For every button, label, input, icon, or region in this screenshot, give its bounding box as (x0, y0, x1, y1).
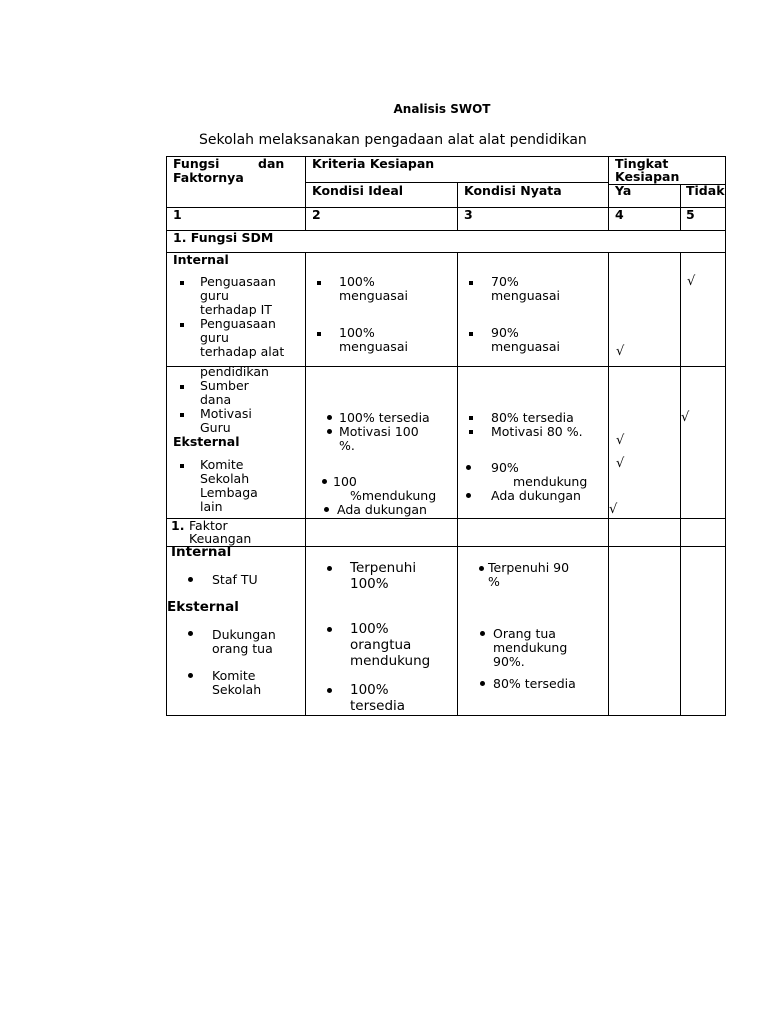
keuangan-ideal-1-line-2: 100% (350, 576, 389, 592)
sdm-nyata-4: Motivasi 80 %. (491, 424, 583, 439)
col-number-5: 5 (686, 207, 695, 222)
sdm-item-5-line-4: lain (200, 499, 223, 514)
check-mark: √ (616, 456, 625, 471)
bullet-dot (322, 479, 327, 484)
bullet-dot (188, 673, 193, 678)
keuangan-internal-label: Internal (171, 544, 232, 560)
check-mark: √ (616, 433, 625, 448)
table-border-left (166, 156, 167, 716)
sdm-item-4-line-2: Guru (200, 420, 231, 435)
sdm-ideal-5-line-2: %mendukung (350, 488, 437, 503)
table-divider-row3 (166, 518, 726, 519)
table-col-line-b1 (457, 182, 458, 231)
bullet-dot (188, 577, 193, 582)
col-number-1: 1 (173, 207, 182, 222)
sdm-item-1-line-3: terhadap IT (200, 302, 272, 317)
header-kondisi-ideal: Kondisi Ideal (312, 183, 404, 198)
keuangan-nyata-2-line-1: Orang tua (493, 626, 556, 641)
bullet-dot (188, 631, 193, 636)
sdm-ideal-4-line-2: %. (339, 438, 355, 453)
table-divider-keuangan (166, 546, 726, 547)
bullet-square (317, 281, 321, 285)
sdm-ideal-5-line-1: 100 (333, 474, 357, 489)
keuangan-heading-line-2: Keuangan (189, 531, 252, 546)
sdm-internal-label: Internal (173, 252, 229, 267)
sdm-ideal-3: 100% tersedia (339, 410, 430, 425)
keuangan-ideal-2-line-2: orangtua (350, 637, 412, 653)
bullet-square (469, 281, 473, 285)
table-divider-header (166, 207, 726, 208)
table-col-line-a2 (305, 252, 306, 716)
sdm-ideal-4-line-1: Motivasi 100 (339, 424, 419, 439)
table-border-right (725, 156, 726, 716)
header-fungsi: Fungsi (173, 156, 220, 171)
sdm-item-3-line-2: dana (200, 392, 232, 407)
table-col-line-c1 (608, 156, 609, 231)
keuangan-number: 1. (171, 518, 185, 533)
sdm-item-2-line-1: Penguasaan (200, 316, 276, 331)
keuangan-nyata-2-line-3: 90%. (493, 654, 525, 669)
sdm-item-5-line-3: Lembaga (200, 485, 258, 500)
bullet-dot (480, 631, 485, 636)
page-subtitle: Sekolah melaksanakan pengadaan alat alat pendidikan (199, 132, 587, 148)
header-dan: dan (258, 156, 285, 171)
sdm-nyata-3: 80% tersedia (491, 410, 574, 425)
keuangan-heading-line-1: Faktor (189, 518, 228, 533)
bullet-dot (327, 415, 332, 420)
col-number-3: 3 (464, 207, 473, 222)
page-title: Analisis SWOT (393, 102, 491, 116)
keuangan-ideal-1-line-1: Terpenuhi (350, 560, 417, 576)
bullet-dot (327, 627, 332, 632)
bullet-square (180, 413, 184, 417)
sdm-eksternal-label: Eksternal (173, 434, 240, 449)
keuangan-item-1: Staf TU (212, 572, 258, 587)
header-kondisi-nyata: Kondisi Nyata (464, 183, 562, 198)
sdm-ideal-1-line-2: menguasai (339, 288, 408, 303)
bullet-dot (327, 688, 332, 693)
bullet-dot (466, 465, 471, 470)
table-col-line-b2 (457, 252, 458, 716)
bullet-dot (466, 493, 471, 498)
bullet-square (469, 332, 473, 336)
sdm-item-2-line-4: pendidikan (200, 364, 269, 379)
sdm-item-5-line-2: Sekolah (200, 471, 250, 486)
bullet-square (317, 332, 321, 336)
table-col-line-d1 (680, 184, 681, 231)
sdm-nyata-6: Ada dukungan (491, 488, 581, 503)
table-col-line-d2 (680, 252, 681, 716)
bullet-dot (479, 566, 484, 571)
bullet-square (180, 323, 184, 327)
sdm-nyata-1-line-2: menguasai (491, 288, 560, 303)
sdm-ideal-2-line-1: 100% (339, 325, 375, 340)
keuangan-item-3-line-1: Komite (212, 668, 256, 683)
header-faktornya: Faktornya (173, 170, 244, 185)
header-tidak: Tidak (686, 183, 725, 198)
table-divider-sdm (166, 252, 726, 253)
table-border-bottom (166, 715, 726, 716)
keuangan-item-3-line-2: Sekolah (212, 682, 262, 697)
sdm-nyata-5-line-2: mendukung (513, 474, 588, 489)
keuangan-eksternal-label: Eksternal (167, 599, 239, 615)
col-number-2: 2 (312, 207, 321, 222)
check-mark: √ (616, 344, 625, 359)
table-col-line-c2 (608, 252, 609, 716)
sdm-nyata-1-line-1: 70% (491, 274, 519, 289)
table-col-line-a1 (305, 156, 306, 231)
keuangan-item-2-line-1: Dukungan (212, 627, 276, 642)
sdm-heading: 1. Fungsi SDM (173, 230, 274, 245)
bullet-square (469, 416, 473, 420)
check-mark: √ (609, 502, 618, 517)
bullet-dot (327, 566, 332, 571)
sdm-item-5-line-1: Komite (200, 457, 244, 472)
sdm-item-3-line-1: Sumber (200, 378, 249, 393)
bullet-dot (324, 507, 329, 512)
sdm-item-1-line-1: Penguasaan (200, 274, 276, 289)
keuangan-ideal-3-line-1: 100% (350, 682, 389, 698)
bullet-square (180, 281, 184, 285)
keuangan-ideal-2-line-3: mendukung (350, 653, 431, 669)
sdm-nyata-5-line-1: 90% (491, 460, 519, 475)
sdm-item-4-line-1: Motivasi (200, 406, 252, 421)
keuangan-nyata-1-line-1: Terpenuhi 90 (488, 560, 570, 575)
keuangan-nyata-2-line-2: mendukung (493, 640, 568, 655)
bullet-dot (327, 429, 332, 434)
sdm-item-2-line-3: terhadap alat (200, 344, 285, 359)
bullet-square (180, 385, 184, 389)
keuangan-nyata-3: 80% tersedia (493, 676, 576, 691)
sdm-nyata-2-line-1: 90% (491, 325, 519, 340)
sdm-ideal-1-line-1: 100% (339, 274, 375, 289)
header-kriteria: Kriteria Kesiapan (312, 156, 435, 171)
sdm-ideal-2-line-2: menguasai (339, 339, 408, 354)
header-kesiapan: Kesiapan (615, 169, 680, 184)
col-number-4: 4 (615, 207, 624, 222)
sdm-nyata-2-line-2: menguasai (491, 339, 560, 354)
sdm-item-2-line-2: guru (200, 330, 229, 345)
sdm-ideal-6: Ada dukungan (337, 502, 427, 517)
header-ya: Ya (615, 183, 632, 198)
keuangan-nyata-1-line-2: % (488, 574, 500, 589)
sdm-item-1-line-2: guru (200, 288, 229, 303)
bullet-square (469, 430, 473, 434)
bullet-dot (480, 681, 485, 686)
keuangan-ideal-3-line-2: tersedia (350, 698, 406, 714)
check-mark: √ (687, 274, 696, 289)
keuangan-item-2-line-2: orang tua (212, 641, 273, 656)
header-tingkat: Tingkat (615, 156, 669, 171)
check-mark: √ (681, 410, 690, 425)
bullet-square (180, 464, 184, 468)
keuangan-ideal-2-line-1: 100% (350, 621, 389, 637)
